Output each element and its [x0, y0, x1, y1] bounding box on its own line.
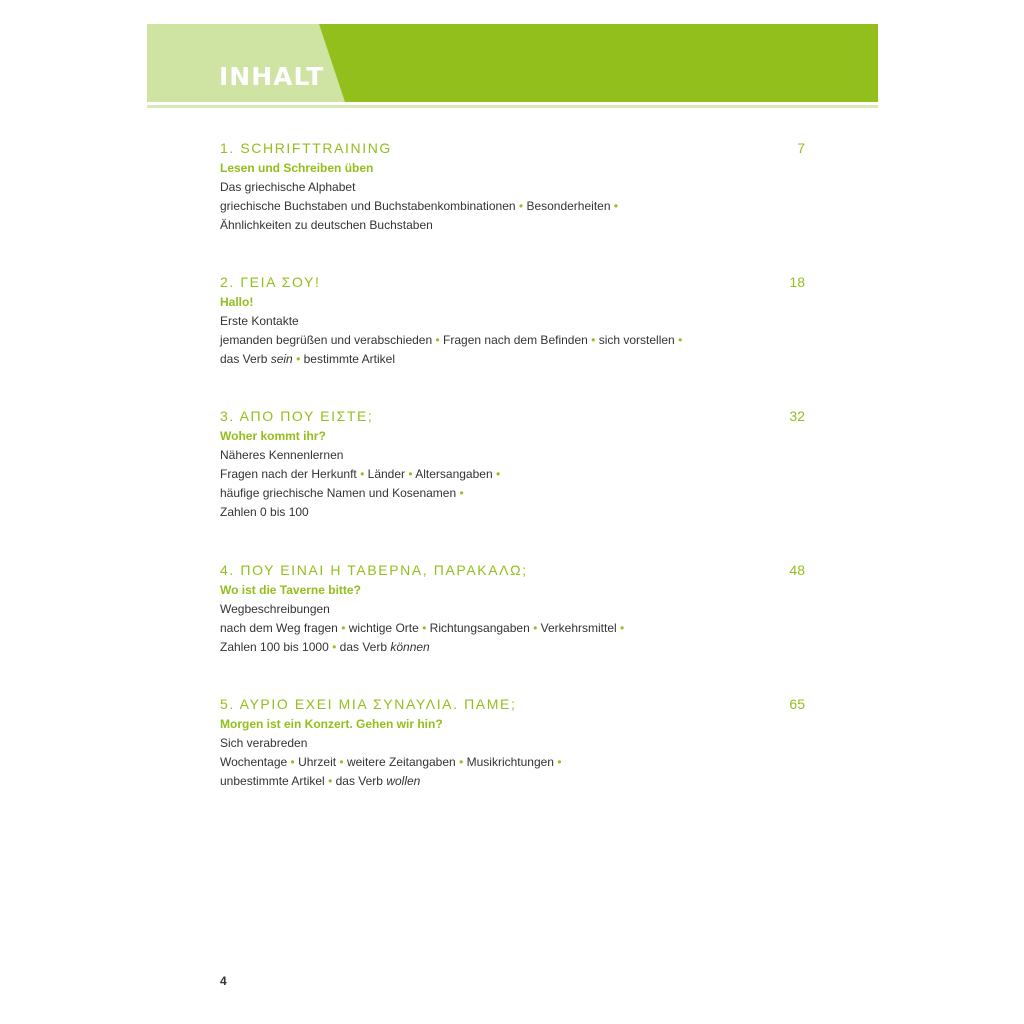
bullet-dot-icon: •	[328, 774, 333, 788]
section-item: Länder	[367, 467, 406, 481]
toc-section-5	[220, 694, 810, 791]
section-item: Zahlen 0 bis 100	[220, 505, 309, 519]
toc-section-2	[220, 272, 810, 369]
bullet-dot-icon: •	[290, 755, 295, 769]
section-item-emphasis: können	[390, 640, 430, 654]
bullet-dot-icon: •	[408, 467, 413, 481]
toc-section-4	[220, 560, 810, 657]
section-heading	[220, 272, 810, 292]
bullet-dot-icon: •	[360, 467, 365, 481]
section-item: Fragen nach der Herkunft	[220, 467, 357, 481]
section-item: Ähnlichkeiten zu deutschen Buchstaben	[220, 218, 433, 232]
section-page-number[interactable]: 65	[789, 696, 805, 712]
section-items-line	[220, 197, 810, 216]
bullet-dot-icon: •	[341, 621, 346, 635]
toc-section-3	[220, 406, 810, 522]
bullet-dot-icon: •	[620, 621, 625, 635]
bullet-dot-icon: •	[495, 467, 501, 481]
section-subtitle: Hallo!	[220, 295, 254, 309]
section-items-line	[220, 753, 810, 772]
bullet-dot-icon: •	[459, 755, 464, 769]
section-subtitle: Lesen und Schreiben üben	[220, 161, 374, 175]
toc-section-1	[220, 138, 810, 235]
section-topic: Sich verabreden	[220, 736, 308, 750]
section-items-line	[220, 350, 810, 369]
section-title[interactable]: 4. ΠΟΥ ΕΙΝΑΙ Η ΤΑΒΕΡΝΑ, ΠΑΡΑΚΑΛΩ;	[220, 562, 528, 578]
section-title[interactable]: 3. ΑΠΟ ΠΟΥ ΕΙΣΤΕ;	[220, 408, 374, 424]
section-item: Wochentage	[220, 755, 288, 769]
page-title: INHALT	[219, 62, 325, 91]
bullet-dot-icon: •	[296, 352, 301, 366]
section-item: griechische Buchstaben und Buchstabenkombinationen	[220, 199, 516, 213]
section-item: das Verb	[220, 352, 268, 366]
section-item: das Verb	[335, 774, 383, 788]
section-item: weitere Zeitangaben	[346, 755, 456, 769]
section-items-line	[220, 331, 810, 350]
section-heading	[220, 138, 810, 158]
bullet-dot-icon: •	[435, 333, 440, 347]
section-heading	[220, 694, 810, 714]
section-item: Besonderheiten	[526, 199, 611, 213]
section-items-line	[220, 638, 810, 657]
section-page-number[interactable]: 7	[797, 140, 805, 156]
bullet-dot-icon: •	[591, 333, 596, 347]
section-item: wichtige Orte	[348, 621, 419, 635]
section-heading	[220, 560, 810, 580]
section-page-number[interactable]: 32	[789, 408, 805, 424]
section-item: jemanden begrüßen und verabschieden	[220, 333, 433, 347]
section-page-number[interactable]: 48	[789, 562, 805, 578]
section-subtitle: Woher kommt ihr?	[220, 429, 326, 443]
bullet-dot-icon: •	[678, 333, 683, 347]
section-item-emphasis: sein	[270, 352, 293, 366]
bullet-dot-icon: •	[422, 621, 427, 635]
section-item: Uhrzeit	[298, 755, 337, 769]
section-item: Verkehrsmittel	[540, 621, 617, 635]
section-items-line	[220, 465, 810, 484]
section-topic: Das griechische Alphabet	[220, 180, 356, 194]
section-item: bestimmte Artikel	[303, 352, 395, 366]
section-topic: Wegbeschreibungen	[220, 602, 330, 616]
bullet-dot-icon: •	[339, 755, 344, 769]
section-item: Fragen nach dem Befinden	[443, 333, 588, 347]
section-item: sich vorstellen	[598, 333, 675, 347]
bullet-dot-icon: •	[518, 199, 524, 213]
section-items-line	[220, 619, 810, 638]
section-item: das Verb	[339, 640, 388, 654]
section-item: Richtungsangaben	[429, 621, 530, 635]
section-title[interactable]: 1. SCHRIFTTRAINING	[220, 140, 392, 156]
section-item-emphasis: wollen	[386, 774, 421, 788]
section-topic: Erste Kontakte	[220, 314, 299, 328]
section-items-line	[220, 484, 810, 503]
bullet-dot-icon: •	[613, 199, 619, 213]
section-items-line	[220, 503, 810, 522]
section-item: Altersangaben	[415, 467, 493, 481]
page-number: 4	[220, 974, 227, 988]
section-heading	[220, 406, 810, 426]
section-item: nach dem Weg fragen	[220, 621, 338, 635]
bullet-dot-icon: •	[332, 640, 337, 654]
section-topic: Näheres Kennenlernen	[220, 448, 344, 462]
section-item: Zahlen 100 bis 1000	[220, 640, 329, 654]
bullet-dot-icon: •	[557, 755, 562, 769]
bullet-dot-icon: •	[533, 621, 538, 635]
section-subtitle: Wo ist die Taverne bitte?	[220, 583, 361, 597]
section-title[interactable]: 5. ΑΥΡΙΟ ΕΧΕΙ ΜΙΑ ΣΥΝΑΥΛΙΑ. ΠΑΜΕ;	[220, 696, 517, 712]
header-divider	[147, 105, 878, 108]
bullet-dot-icon: •	[459, 486, 464, 500]
section-item: Musikrichtungen	[466, 755, 554, 769]
section-item: unbestimmte Artikel	[220, 774, 325, 788]
section-subtitle: Morgen ist ein Konzert. Gehen wir hin?	[220, 717, 443, 731]
section-items-line	[220, 772, 810, 791]
section-items-line	[220, 216, 810, 235]
section-page-number[interactable]: 18	[789, 274, 805, 290]
section-title[interactable]: 2. ΓΕΙΑ ΣΟΥ!	[220, 274, 321, 290]
header-banner	[147, 24, 878, 102]
section-item: häufige griechische Namen und Kosenamen	[220, 486, 457, 500]
